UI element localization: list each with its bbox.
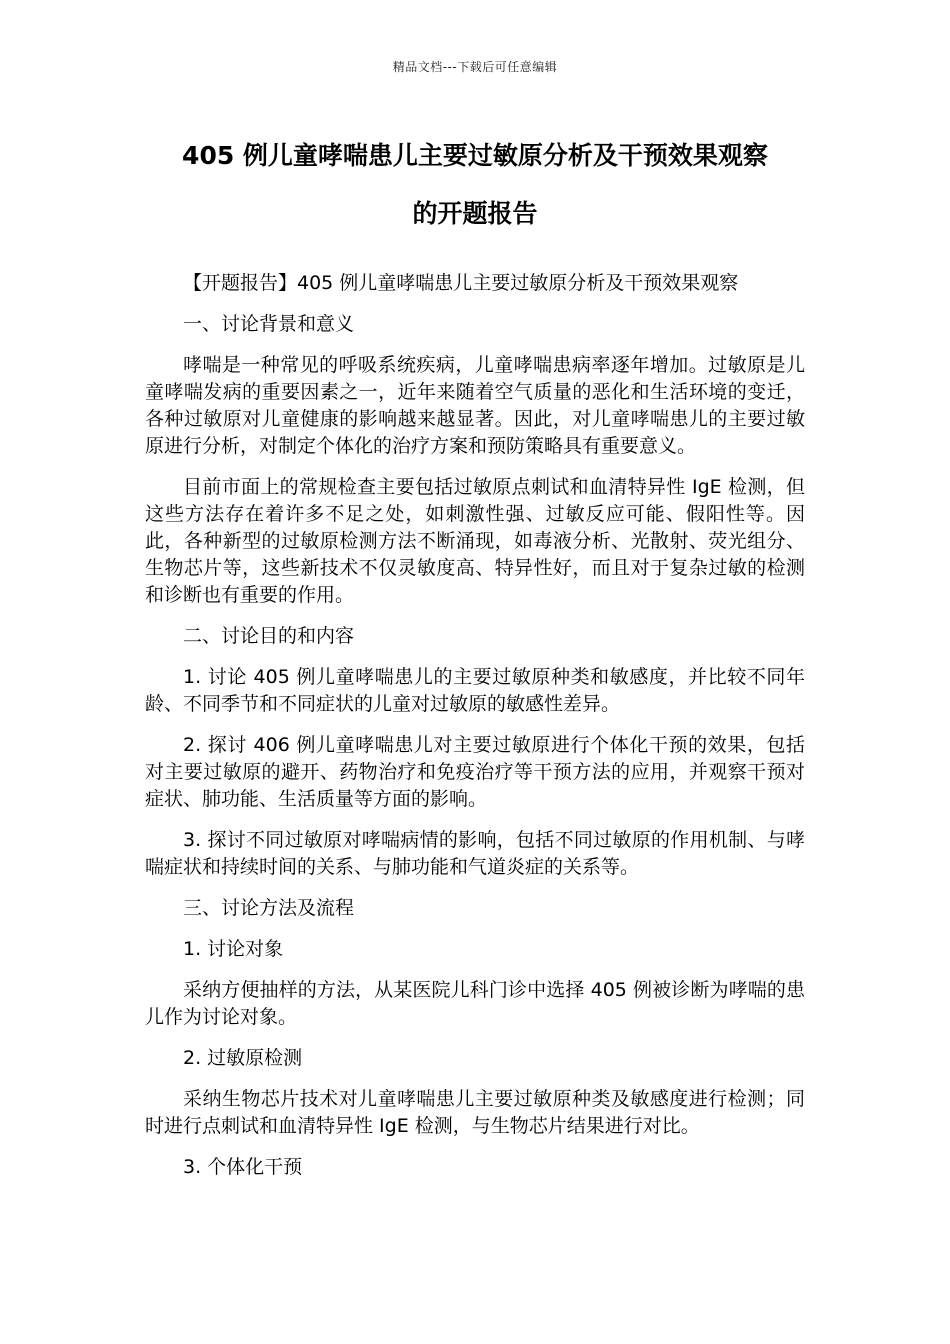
paragraph-background-1: 哮喘是一种常见的呼吸系统疾病，儿童哮喘患病率逐年增加。过敏原是儿童哮喘发病的重要因素之一，近年来随着空气质量的恶化和生活环境的变迁，各种过敏原对儿童健康的影响越来越显著。因此，对儿童哮喘患儿的主要过敏原进行分析，对制定个体化的治疗方案和预防策略具有重要意义。	[145, 354, 805, 457]
header-note: 精品文档---下载后可任意编辑	[392, 60, 558, 74]
method-subheading-intervention: 3. 个体化干预	[183, 1156, 303, 1178]
method-subheading-allergen-testing: 2. 过敏原检测	[183, 1047, 303, 1069]
document-title-line-2: 的开题报告	[412, 199, 538, 228]
paragraph-allergen-testing: 采纳生物芯片技术对儿童哮喘患儿主要过敏原种类及敏感度进行检测；同时进行点刺试和血清特异性 IgE 检测，与生物芯片结果进行对比。	[145, 1088, 805, 1137]
section-heading-methods: 三、讨论方法及流程	[183, 897, 355, 919]
section-heading-objectives: 二、讨论目的和内容	[183, 625, 355, 647]
objective-item-3: 3. 探讨不同过敏原对哮喘病情的影响，包括不同过敏原的作用机制、与哮喘症状和持续时间的关系、与肺功能和气道炎症的关系等。	[145, 829, 805, 878]
paragraph-background-2: 目前市面上的常规检查主要包括过敏原点刺试和血清特异性 IgE 检测，但这些方法存在着许多不足之处，如刺激性强、过敏反应可能、假阳性等。因此，各种新型的过敏原检测方法不断涌现，如毒液分析、光散射、荧光组分、生物芯片等，这些新技术不仅灵敏度高、特异性好，而且对于复杂过敏的检测和诊断也有重要的作用。	[145, 476, 805, 606]
objective-item-1: 1. 讨论 405 例儿童哮喘患儿的主要过敏原种类和敏感度，并比较不同年龄、不同季节和不同症状的儿童对过敏原的敏感性差异。	[145, 666, 805, 715]
document-title-line-1: 405 例儿童哮喘患儿主要过敏原分析及干预效果观察	[182, 141, 768, 170]
paragraph-subjects: 采纳方便抽样的方法，从某医院儿科门诊中选择 405 例被诊断为哮喘的患儿作为讨论对象。	[145, 979, 805, 1028]
method-subheading-subjects: 1. 讨论对象	[183, 938, 284, 960]
section-heading-background: 一、讨论背景和意义	[183, 313, 355, 335]
document-body	[145, 270, 805, 1195]
objective-item-2: 2. 探讨 406 例儿童哮喘患儿对主要过敏原进行个体化干预的效果，包括对主要过敏原的避开、药物治疗和免疫治疗等干预方法的应用，并观察干预对症状、肺功能、生活质量等方面的影响。	[145, 734, 805, 810]
report-heading: 【开题报告】405 例儿童哮喘患儿主要过敏原分析及干预效果观察	[183, 272, 739, 294]
